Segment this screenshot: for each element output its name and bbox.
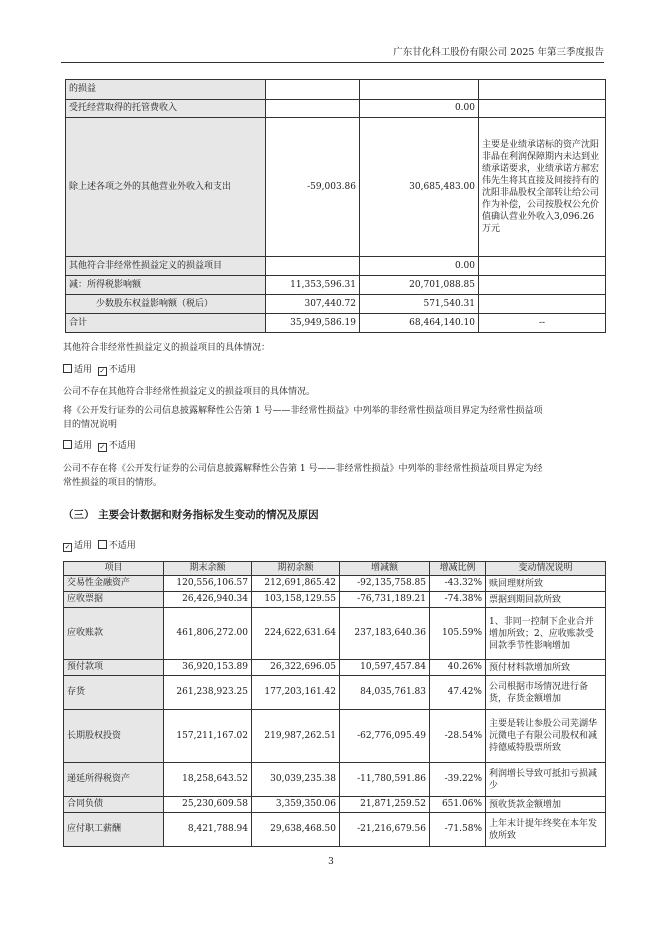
- row-label: 其他符合非经常性损益定义的损益项目: [66, 257, 266, 276]
- end-balance-cell: 18,258,643.52: [164, 763, 252, 797]
- table-row: [66, 276, 606, 295]
- column-header: 增减比例: [430, 562, 486, 576]
- change-amount-cell: 237,183,640.36: [340, 608, 430, 660]
- ytd-value: 571,540.31: [360, 295, 479, 314]
- item-cell: 存货: [64, 676, 164, 710]
- apply-label: 适用: [74, 365, 93, 375]
- apply-label: 适用: [74, 441, 93, 451]
- change-pct-cell: -74.38%: [430, 592, 486, 608]
- end-balance-cell: 261,238,923.25: [164, 676, 252, 710]
- item-cell: 长期股权投资: [64, 710, 164, 763]
- change-pct-cell: -43.32%: [430, 576, 486, 592]
- ytd-value: 0.00: [360, 257, 479, 276]
- row-label: 合计: [66, 314, 266, 333]
- financial-changes-table: [63, 561, 606, 847]
- section-title: （三） 主要会计数据和财务指标发生变动的情况及原因: [63, 509, 319, 521]
- table-row: [64, 710, 606, 763]
- change-pct-cell: 40.26%: [430, 660, 486, 676]
- change-amount-cell: 21,871,259.52: [340, 797, 430, 813]
- table-row: [64, 660, 606, 676]
- current-period-value: [266, 257, 360, 276]
- row-label: 除上述各项之外的其他营业外收入和支出: [66, 118, 266, 257]
- current-period-value: 11,353,596.31: [266, 276, 360, 295]
- begin-balance-cell: 212,691,865.42: [252, 576, 340, 592]
- change-amount-cell: 10,597,457.84: [340, 660, 430, 676]
- checkbox-empty-icon: [63, 440, 72, 449]
- not-apply-label: 不适用: [108, 365, 136, 375]
- non-recurring-gains-table: [65, 79, 606, 333]
- begin-balance-cell: 29,638,468.50: [252, 813, 340, 847]
- item-cell: 应收票据: [64, 592, 164, 608]
- reason-cell: 票据到期回款所致: [486, 592, 606, 608]
- row-note: [479, 295, 606, 314]
- begin-balance-cell: 219,987,262.51: [252, 710, 340, 763]
- ytd-value: 0.00: [360, 100, 479, 118]
- change-pct-cell: 47.42%: [430, 676, 486, 710]
- reason-cell: 预收货款金额增加: [486, 797, 606, 813]
- begin-balance-cell: 3,359,350.06: [252, 797, 340, 813]
- checkbox-empty-icon: [98, 540, 107, 549]
- table-header-row: [64, 562, 606, 576]
- apply-label: 适用: [74, 541, 93, 551]
- end-balance-cell: 157,211,167.02: [164, 710, 252, 763]
- table-row: [64, 676, 606, 710]
- change-pct-cell: 105.59%: [430, 608, 486, 660]
- column-header: 期末余额: [164, 562, 252, 576]
- change-pct-cell: -28.54%: [430, 710, 486, 763]
- table-row: [66, 118, 606, 257]
- row-label: 的损益: [66, 80, 266, 100]
- paragraph-no-reclass-line2: 常性损益的项目的情形。: [63, 478, 163, 488]
- reason-cell: 上年末计提年终奖在本年发放所致: [486, 813, 606, 847]
- reason-cell: 公司根据市场情况进行备货，存货金额增加: [486, 676, 606, 710]
- applicability-2: [63, 440, 136, 452]
- applicability-3: [63, 540, 136, 552]
- table-row: [64, 813, 606, 847]
- table-row: [64, 763, 606, 797]
- item-cell: 应收账款: [64, 608, 164, 660]
- reason-cell: 主要是转让参股公司芜湖华沅微电子有限公司股权和减持德威特股票所致: [486, 710, 606, 763]
- reason-cell: 1、非同一控制下企业合并增加所致；2、应收账款受回款季节性影响增加: [486, 608, 606, 660]
- paragraph-other-items: 其他符合非经常性损益定义的损益项目的具体情况：: [63, 343, 271, 353]
- item-cell: 应付职工薪酬: [64, 813, 164, 847]
- paragraph-reclass-line2: 目的情况说明: [63, 420, 118, 430]
- begin-balance-cell: 103,158,129.55: [252, 592, 340, 608]
- end-balance-cell: 25,230,609.58: [164, 797, 252, 813]
- item-cell: 预付款项: [64, 660, 164, 676]
- current-period-value: 307,440.72: [266, 295, 360, 314]
- change-amount-cell: -21,216,679.56: [340, 813, 430, 847]
- ytd-value: 20,701,088.85: [360, 276, 479, 295]
- end-balance-cell: 26,426,940.34: [164, 592, 252, 608]
- end-balance-cell: 8,421,788.94: [164, 813, 252, 847]
- row-note: [479, 276, 606, 295]
- table-row: [66, 257, 606, 276]
- paragraph-reclass-line1: 将《公开发行证券的公司信息披露解释性公告第 1 号——非经常性损益》中列举的非经常性损益项目界定为经常性损益项: [63, 406, 543, 416]
- reason-cell: 利润增长导致可抵扣亏损减少: [486, 763, 606, 797]
- applicability-1: [63, 364, 136, 376]
- table-row: [66, 314, 606, 333]
- change-pct-cell: -39.22%: [430, 763, 486, 797]
- not-apply-label: 不适用: [108, 441, 136, 451]
- column-header: 项目: [64, 562, 164, 576]
- item-cell: 交易性金融资产: [64, 576, 164, 592]
- paragraph-no-reclass-line1: 公司不存在将《公开发行证券的公司信息披露解释性公告第 1 号——非经常性损益》中列举的非经常性损益项目界定为经: [63, 464, 543, 474]
- current-period-value: -59,003.86: [266, 118, 360, 257]
- checkbox-empty-icon: [63, 364, 72, 373]
- page-number: 3: [328, 857, 334, 867]
- change-pct-cell: -71.58%: [430, 813, 486, 847]
- row-label: 减：所得税影响额: [66, 276, 266, 295]
- row-note: --: [479, 314, 606, 333]
- begin-balance-cell: 177,203,161.42: [252, 676, 340, 710]
- table-row: [64, 797, 606, 813]
- end-balance-cell: 120,556,106.57: [164, 576, 252, 592]
- row-label: 少数股东权益影响额（税后）: [66, 295, 266, 314]
- checkbox-checked-icon: ✓: [99, 443, 106, 451]
- checkbox-checked-icon: ✓: [64, 543, 71, 551]
- reason-cell: 赎回理财所致: [486, 576, 606, 592]
- row-note: 主要是业绩承诺标的资产沈阳非晶在利润保障期内未达到业绩承诺要求，业绩承诺方郝宏伟先生将其直接及间接持有的沈阳非晶股权全部转让给公司作为补偿，公司按股权公允价值确认营业外收入3,096.26 万元: [479, 118, 606, 257]
- end-balance-cell: 36,920,153.89: [164, 660, 252, 676]
- change-amount-cell: 84,035,761.83: [340, 676, 430, 710]
- column-header: 期初余额: [252, 562, 340, 576]
- table-row: [64, 592, 606, 608]
- page-header: 广东甘化科工股份有限公司 2025 年第三季度报告: [61, 44, 604, 63]
- begin-balance-cell: 26,322,696.05: [252, 660, 340, 676]
- current-period-value: 35,949,586.19: [266, 314, 360, 333]
- column-header: 增减额: [340, 562, 430, 576]
- table-row: [64, 608, 606, 660]
- not-apply-label: 不适用: [108, 541, 136, 551]
- begin-balance-cell: 30,039,235.38: [252, 763, 340, 797]
- ytd-value: 30,685,483.00: [360, 118, 479, 257]
- change-amount-cell: -92,135,758.85: [340, 576, 430, 592]
- row-note: [479, 100, 606, 118]
- ytd-value: 68,464,140.10: [360, 314, 479, 333]
- current-period-value: [266, 100, 360, 118]
- item-cell: 合同负债: [64, 797, 164, 813]
- begin-balance-cell: 224,622,631.64: [252, 608, 340, 660]
- column-header: 变动情况说明: [486, 562, 606, 576]
- row-note: [479, 257, 606, 276]
- end-balance-cell: 461,806,272.00: [164, 608, 252, 660]
- ytd-value: [360, 80, 479, 100]
- table-row: [66, 295, 606, 314]
- table-row: [66, 100, 606, 118]
- reason-cell: 预付材料款增加所致: [486, 660, 606, 676]
- row-note: [479, 80, 606, 100]
- change-amount-cell: -62,776,095.49: [340, 710, 430, 763]
- change-amount-cell: -76,731,189.21: [340, 592, 430, 608]
- table-row: [64, 576, 606, 592]
- table-row: [66, 80, 606, 100]
- current-period-value: [266, 80, 360, 100]
- change-amount-cell: -11,780,591.86: [340, 763, 430, 797]
- row-label: 受托经营取得的托管费收入: [66, 100, 266, 118]
- item-cell: 递延所得税资产: [64, 763, 164, 797]
- change-pct-cell: 651.06%: [430, 797, 486, 813]
- paragraph-no-other-items: 公司不存在其他符合非经常性损益定义的损益项目的具体情况。: [63, 387, 316, 397]
- checkbox-checked-icon: ✓: [99, 367, 106, 375]
